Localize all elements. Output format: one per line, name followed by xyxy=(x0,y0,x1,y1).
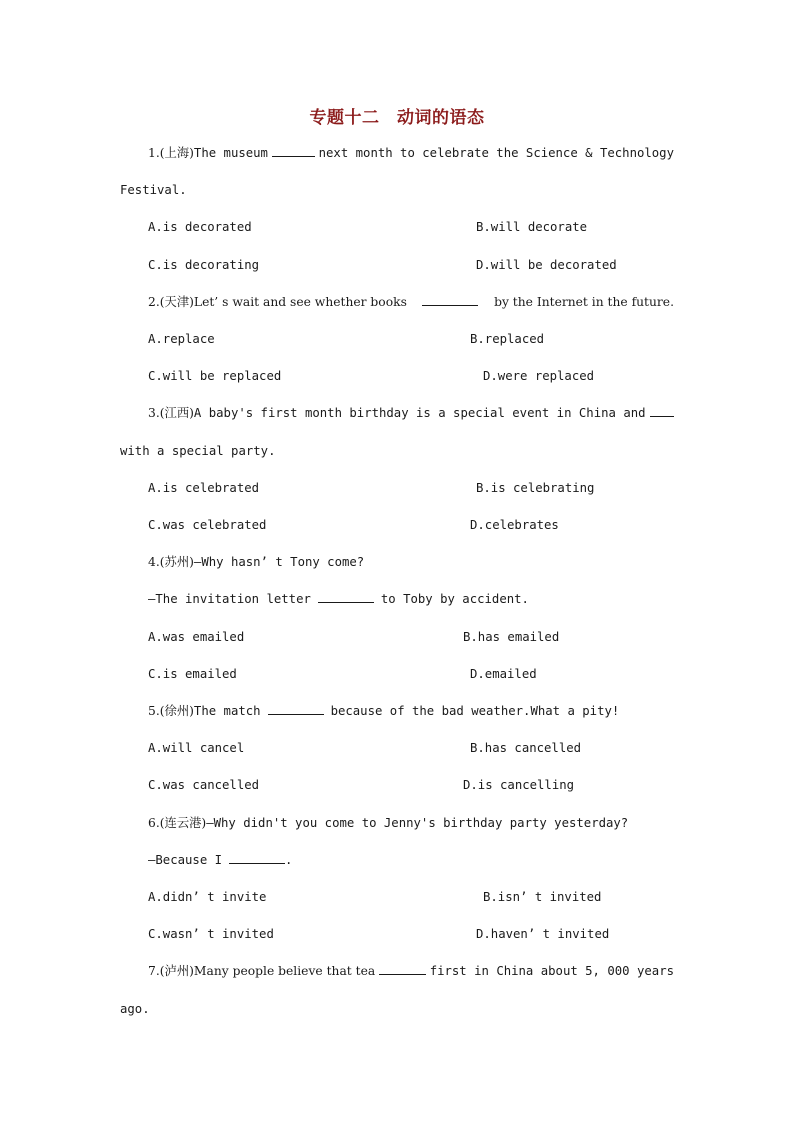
question-6-option-a: A.didn’ t invite xyxy=(148,890,267,904)
question-5-text-after: because of the bad weather.What a pity! xyxy=(330,704,620,718)
question-3-blank xyxy=(650,405,674,417)
question-5-prefix: 5.(徐州) xyxy=(148,704,194,718)
question-3-option-a: A.is celebrated xyxy=(148,481,260,495)
question-3-stem xyxy=(148,405,674,421)
question-3-continuation: with a special party. xyxy=(120,444,276,458)
question-2-option-c: C.will be replaced xyxy=(148,369,282,383)
question-6-prefix: 6.(连云港) xyxy=(148,816,207,830)
question-4-line-2 xyxy=(148,591,529,607)
question-3-text-before: A baby's first month birthday is a special event in China and xyxy=(193,406,646,420)
question-3-option-d: D.celebrates xyxy=(470,518,559,532)
question-5-option-d: D.is cancelling xyxy=(463,778,575,792)
question-4-option-b: B.has emailed xyxy=(463,630,560,644)
question-6-line-2-before: —Because I xyxy=(148,853,223,867)
question-6-option-d: D.haven’ t invited xyxy=(476,927,610,941)
question-6-option-b: B.isn’ t invited xyxy=(483,890,602,904)
question-1-text-before: The museum xyxy=(193,146,268,160)
question-7-continuation: ago. xyxy=(120,1002,150,1016)
question-1-option-a: A.is decorated xyxy=(148,220,252,234)
question-4-stem xyxy=(148,554,364,570)
question-2-text-after: by the Internet in the future. xyxy=(494,295,674,309)
question-5-stem xyxy=(148,703,619,719)
question-2-stem xyxy=(148,294,674,310)
question-4-line-2-after: to Toby by accident. xyxy=(380,592,529,606)
question-2-option-a: A.replace xyxy=(148,332,215,346)
question-4-line-2-before: —The invitation letter xyxy=(148,592,311,606)
question-4-option-a: A.was emailed xyxy=(148,630,245,644)
question-1-text-after: next month to celebrate the Science & Technology xyxy=(318,146,674,160)
question-7-text-after: first in China about 5, 000 years xyxy=(429,964,674,978)
question-6-blank xyxy=(229,852,285,864)
question-7-text-before: Many people believe that tea xyxy=(193,964,376,978)
page-title: 专题十二 动词的语态 xyxy=(309,108,485,128)
question-4-prefix: 4.(苏州) xyxy=(148,555,194,569)
question-5-option-a: A.will cancel xyxy=(148,741,245,755)
question-6-option-c: C.wasn’ t invited xyxy=(148,927,274,941)
question-6-stem xyxy=(148,815,628,831)
question-4-option-d: D.emailed xyxy=(470,667,537,681)
question-4-text-before: —Why hasn’ t Tony come? xyxy=(193,555,365,569)
question-5-blank xyxy=(268,703,324,715)
question-1-option-c: C.is decorating xyxy=(148,258,260,272)
question-5-option-c: C.was cancelled xyxy=(148,778,260,792)
question-1-continuation: Festival. xyxy=(120,183,187,197)
question-3-prefix: 3.(江西) xyxy=(148,406,194,420)
question-6-text-before: —Why didn't you come to Jenny's birthday party yesterday? xyxy=(206,816,629,830)
question-4-blank xyxy=(318,591,374,603)
question-2-prefix: 2.(天津) xyxy=(148,295,194,309)
question-5-text-before: The match xyxy=(193,704,261,718)
question-2-text-before: Let’ s wait and see whether books xyxy=(193,295,407,309)
question-6-line-2 xyxy=(148,852,292,868)
question-1-blank xyxy=(272,145,315,157)
question-1-prefix: 1.(上海) xyxy=(148,146,194,160)
question-3-option-c: C.was celebrated xyxy=(148,518,267,532)
question-1-option-b: B.will decorate xyxy=(476,220,588,234)
question-1-stem xyxy=(148,145,674,161)
question-7-stem xyxy=(148,963,674,979)
question-7-blank xyxy=(379,963,426,975)
question-5-option-b: B.has cancelled xyxy=(470,741,582,755)
question-6-line-2-after: . xyxy=(285,853,293,867)
question-2-option-d: D.were replaced xyxy=(483,369,595,383)
question-3-option-b: B.is celebrating xyxy=(476,481,595,495)
question-7-prefix: 7.(泸州) xyxy=(148,964,194,978)
question-4-option-c: C.is emailed xyxy=(148,667,237,681)
question-2-blank xyxy=(422,294,478,306)
question-1-option-d: D.will be decorated xyxy=(476,258,617,272)
question-2-option-b: B.replaced xyxy=(470,332,545,346)
